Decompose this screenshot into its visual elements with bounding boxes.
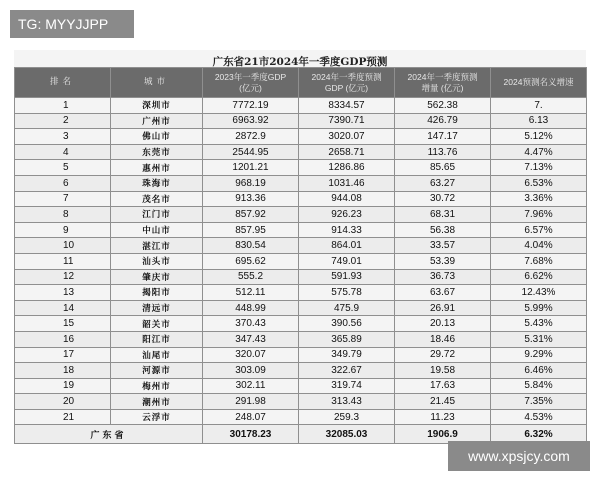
total-gdp-2023: 30178.23 xyxy=(203,425,299,444)
total-label: 广东省 xyxy=(15,425,203,444)
cell-growth: 12.43% xyxy=(491,285,587,301)
cell-gdp-2024: 8334.57 xyxy=(299,98,395,114)
cell-gdp-2024: 3020.07 xyxy=(299,129,395,145)
cell-city: 广州市 xyxy=(111,113,203,129)
cell-increase: 20.13 xyxy=(395,316,491,332)
cell-growth: 5.12% xyxy=(491,129,587,145)
cell-growth: 5.31% xyxy=(491,331,587,347)
cell-increase: 26.91 xyxy=(395,300,491,316)
cell-growth: 5.99% xyxy=(491,300,587,316)
total-increase: 1906.9 xyxy=(395,425,491,444)
cell-city: 汕尾市 xyxy=(111,347,203,363)
cell-increase: 53.39 xyxy=(395,253,491,269)
cell-increase: 113.76 xyxy=(395,144,491,160)
table-row xyxy=(15,300,587,316)
cell-gdp-2023: 2872.9 xyxy=(203,129,299,145)
cell-city: 汕头市 xyxy=(111,253,203,269)
cell-growth: 4.53% xyxy=(491,409,587,425)
cell-gdp-2023: 347.43 xyxy=(203,331,299,347)
table-row xyxy=(15,238,587,254)
cell-growth: 7.96% xyxy=(491,207,587,223)
cell-gdp-2024: 1286.86 xyxy=(299,160,395,176)
cell-gdp-2023: 512.11 xyxy=(203,285,299,301)
cell-rank: 16 xyxy=(15,331,111,347)
cell-gdp-2024: 1031.46 xyxy=(299,175,395,191)
watermark-bottom-label: www.xpsjcy.com xyxy=(448,441,590,471)
cell-growth: 7.68% xyxy=(491,253,587,269)
cell-increase: 63.67 xyxy=(395,285,491,301)
cell-rank: 15 xyxy=(15,316,111,332)
table-body xyxy=(15,98,587,425)
cell-rank: 10 xyxy=(15,238,111,254)
cell-gdp-2023: 857.92 xyxy=(203,207,299,223)
header-increase xyxy=(395,68,491,98)
table-header-row xyxy=(15,68,587,98)
table-row xyxy=(15,129,587,145)
cell-rank: 11 xyxy=(15,253,111,269)
cell-city: 茂名市 xyxy=(111,191,203,207)
header-increase-line1: 2024年一季度预测 xyxy=(407,71,478,82)
cell-city: 惠州市 xyxy=(111,160,203,176)
cell-gdp-2023: 968.19 xyxy=(203,175,299,191)
cell-city: 肇庆市 xyxy=(111,269,203,285)
cell-rank: 12 xyxy=(15,269,111,285)
table-row xyxy=(15,285,587,301)
table-row xyxy=(15,207,587,223)
header-gdp-2024-line1: 2024年一季度预测 xyxy=(311,71,382,82)
cell-city: 江门市 xyxy=(111,207,203,223)
cell-gdp-2024: 591.93 xyxy=(299,269,395,285)
cell-gdp-2024: 914.33 xyxy=(299,222,395,238)
cell-increase: 17.63 xyxy=(395,378,491,394)
cell-increase: 21.45 xyxy=(395,394,491,410)
table-row xyxy=(15,347,587,363)
cell-growth: 6.57% xyxy=(491,222,587,238)
cell-growth: 4.47% xyxy=(491,144,587,160)
cell-gdp-2023: 2544.95 xyxy=(203,144,299,160)
table-row xyxy=(15,378,587,394)
table-row xyxy=(15,363,587,379)
cell-increase: 562.38 xyxy=(395,98,491,114)
cell-city: 中山市 xyxy=(111,222,203,238)
cell-gdp-2023: 248.07 xyxy=(203,409,299,425)
cell-gdp-2024: 926.23 xyxy=(299,207,395,223)
cell-city: 佛山市 xyxy=(111,129,203,145)
cell-gdp-2023: 6963.92 xyxy=(203,113,299,129)
cell-rank: 13 xyxy=(15,285,111,301)
cell-gdp-2024: 575.78 xyxy=(299,285,395,301)
header-gdp-2023-line1: 2023年一季度GDP xyxy=(214,71,287,82)
header-city: 城市 xyxy=(111,68,203,98)
cell-gdp-2023: 695.62 xyxy=(203,253,299,269)
cell-rank: 3 xyxy=(15,129,111,145)
cell-growth: 5.43% xyxy=(491,316,587,332)
cell-rank: 8 xyxy=(15,207,111,223)
cell-rank: 2 xyxy=(15,113,111,129)
table-title: 广东省21市2024年一季度GDP预测 xyxy=(212,56,388,68)
cell-rank: 18 xyxy=(15,363,111,379)
cell-gdp-2023: 302.11 xyxy=(203,378,299,394)
cell-increase: 30.72 xyxy=(395,191,491,207)
cell-city: 潮州市 xyxy=(111,394,203,410)
cell-increase: 68.31 xyxy=(395,207,491,223)
cell-gdp-2024: 349.79 xyxy=(299,347,395,363)
cell-gdp-2023: 857.95 xyxy=(203,222,299,238)
total-gdp-2024: 32085.03 xyxy=(299,425,395,444)
cell-city: 河源市 xyxy=(111,363,203,379)
cell-rank: 5 xyxy=(15,160,111,176)
cell-gdp-2023: 448.99 xyxy=(203,300,299,316)
cell-increase: 36.73 xyxy=(395,269,491,285)
cell-increase: 19.58 xyxy=(395,363,491,379)
cell-rank: 9 xyxy=(15,222,111,238)
cell-gdp-2024: 322.67 xyxy=(299,363,395,379)
table-row xyxy=(15,316,587,332)
cell-growth: 6.62% xyxy=(491,269,587,285)
cell-growth: 7.35% xyxy=(491,394,587,410)
cell-gdp-2024: 864.01 xyxy=(299,238,395,254)
cell-city: 珠海市 xyxy=(111,175,203,191)
cell-gdp-2023: 913.36 xyxy=(203,191,299,207)
cell-rank: 21 xyxy=(15,409,111,425)
table-row xyxy=(15,191,587,207)
header-growth: 2024预测名义增速 xyxy=(491,68,587,98)
cell-increase: 11.23 xyxy=(395,409,491,425)
table-row xyxy=(15,144,587,160)
table-row xyxy=(15,409,587,425)
watermark-top-label: TG: MYYJJPP xyxy=(10,10,134,38)
cell-city: 云浮市 xyxy=(111,409,203,425)
header-gdp-2024 xyxy=(299,68,395,98)
table-row xyxy=(15,98,587,114)
cell-gdp-2023: 320.07 xyxy=(203,347,299,363)
cell-city: 深圳市 xyxy=(111,98,203,114)
cell-gdp-2024: 2658.71 xyxy=(299,144,395,160)
cell-increase: 29.72 xyxy=(395,347,491,363)
cell-rank: 19 xyxy=(15,378,111,394)
cell-city: 阳江市 xyxy=(111,331,203,347)
cell-gdp-2023: 303.09 xyxy=(203,363,299,379)
table-row xyxy=(15,253,587,269)
total-growth: 6.32% xyxy=(491,425,587,444)
table-row xyxy=(15,269,587,285)
cell-gdp-2024: 390.56 xyxy=(299,316,395,332)
cell-city: 湛江市 xyxy=(111,238,203,254)
gdp-forecast-table xyxy=(14,67,587,444)
cell-gdp-2024: 7390.71 xyxy=(299,113,395,129)
table-row xyxy=(15,222,587,238)
cell-gdp-2023: 370.43 xyxy=(203,316,299,332)
cell-gdp-2024: 749.01 xyxy=(299,253,395,269)
cell-rank: 17 xyxy=(15,347,111,363)
cell-growth: 7. xyxy=(491,98,587,114)
gdp-forecast-document xyxy=(14,50,586,441)
cell-rank: 6 xyxy=(15,175,111,191)
header-increase-line2: 增量 (亿元) xyxy=(421,82,464,93)
cell-growth: 5.84% xyxy=(491,378,587,394)
cell-growth: 6.46% xyxy=(491,363,587,379)
cell-increase: 18.46 xyxy=(395,331,491,347)
cell-gdp-2023: 291.98 xyxy=(203,394,299,410)
header-gdp-2024-line2: GDP (亿元) xyxy=(324,82,369,93)
header-rank: 排名 xyxy=(15,68,111,98)
cell-growth: 7.13% xyxy=(491,160,587,176)
table-row xyxy=(15,175,587,191)
cell-gdp-2024: 944.08 xyxy=(299,191,395,207)
cell-rank: 20 xyxy=(15,394,111,410)
cell-increase: 63.27 xyxy=(395,175,491,191)
cell-rank: 14 xyxy=(15,300,111,316)
cell-growth: 4.04% xyxy=(491,238,587,254)
header-gdp-2023 xyxy=(203,68,299,98)
cell-rank: 4 xyxy=(15,144,111,160)
table-row xyxy=(15,160,587,176)
cell-city: 韶关市 xyxy=(111,316,203,332)
table-row xyxy=(15,331,587,347)
cell-gdp-2024: 365.89 xyxy=(299,331,395,347)
cell-increase: 33.57 xyxy=(395,238,491,254)
cell-gdp-2024: 313.43 xyxy=(299,394,395,410)
cell-growth: 3.36% xyxy=(491,191,587,207)
cell-increase: 426.79 xyxy=(395,113,491,129)
cell-gdp-2023: 830.54 xyxy=(203,238,299,254)
cell-increase: 56.38 xyxy=(395,222,491,238)
cell-gdp-2024: 475.9 xyxy=(299,300,395,316)
cell-growth: 6.13 xyxy=(491,113,587,129)
cell-growth: 6.53% xyxy=(491,175,587,191)
table-row xyxy=(15,394,587,410)
cell-gdp-2024: 259.3 xyxy=(299,409,395,425)
cell-gdp-2023: 1201.21 xyxy=(203,160,299,176)
cell-gdp-2023: 555.2 xyxy=(203,269,299,285)
cell-increase: 147.17 xyxy=(395,129,491,145)
cell-increase: 85.65 xyxy=(395,160,491,176)
cell-city: 梅州市 xyxy=(111,378,203,394)
cell-city: 揭阳市 xyxy=(111,285,203,301)
cell-city: 东莞市 xyxy=(111,144,203,160)
cell-gdp-2024: 319.74 xyxy=(299,378,395,394)
cell-gdp-2023: 7772.19 xyxy=(203,98,299,114)
cell-rank: 7 xyxy=(15,191,111,207)
cell-rank: 1 xyxy=(15,98,111,114)
cell-growth: 9.29% xyxy=(491,347,587,363)
header-gdp-2023-line2: (亿元) xyxy=(239,82,262,93)
table-row xyxy=(15,113,587,129)
cell-city: 清远市 xyxy=(111,300,203,316)
